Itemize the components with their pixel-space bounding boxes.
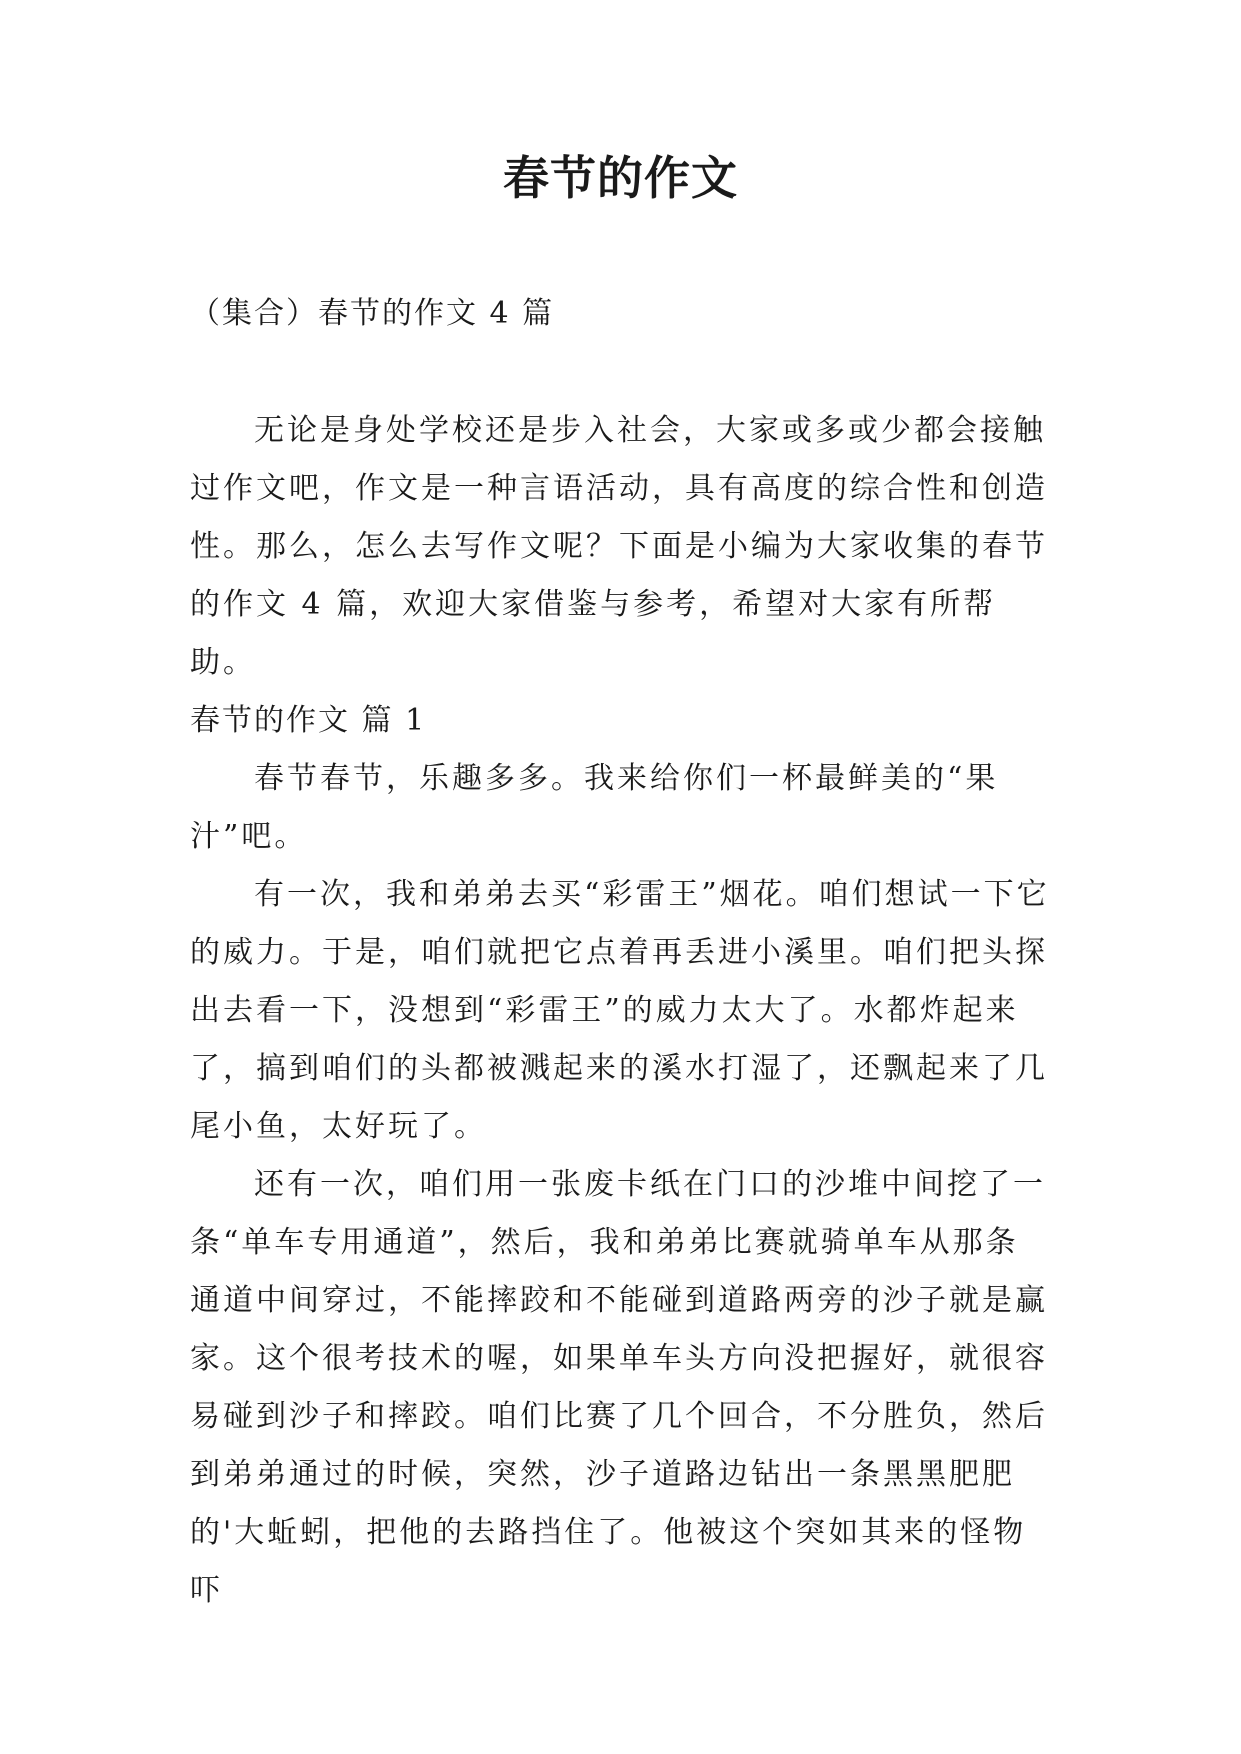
section-heading: 春节的作文 篇 1 xyxy=(190,703,427,738)
document-title: 春节的作文 xyxy=(503,151,738,205)
intro-section xyxy=(190,402,1050,692)
document-subtitle: （集合）春节的作文 4 篇 xyxy=(190,296,555,331)
essay-section-1 xyxy=(190,692,1050,1620)
essay-paragraph-3: 还有一次，咱们用一张废卡纸在门口的沙堆中间挖了一条“单车专用通道”，然后，我和弟弟比赛就骑单车从那条通道中间穿过，不能摔跤和不能碰到道路两旁的沙子就是赢家。这个很考技术的喔，如果单车头方向没把握好，就很容易碰到沙子和摔跤。咱们比赛了几个回合，不分胜负，然后到弟弟通过的时候，突然，沙子道路边钻出一条黑黑肥肥的'大蚯蚓，把他的去路挡住了。他被这个突如其来的怪物吓 xyxy=(190,1167,1048,1608)
intro-paragraph: 无论是身处学校还是步入社会，大家或多或少都会接触过作文吧，作文是一种言语活动，具有高度的综合性和创造性。那么，怎么去写作文呢？下面是小编为大家收集的春节的作文 4 篇，欢迎大家借鉴与参考，希望对大家有所帮助。 xyxy=(190,413,1048,680)
essay-paragraph-2: 有一次，我和弟弟去买“彩雷王”烟花。咱们想试一下它的威力。于是，咱们就把它点着再丢进小溪里。咱们把头探出去看一下，没想到“彩雷王”的威力太大了。水都炸起来了，搞到咱们的头都被溅起来的溪水打湿了，还飘起来了几尾小鱼，太好玩了。 xyxy=(190,877,1050,1144)
essay-paragraph-1: 春节春节，乐趣多多。我来给你们一杯最鲜美的“果汁”吧。 xyxy=(190,761,999,854)
